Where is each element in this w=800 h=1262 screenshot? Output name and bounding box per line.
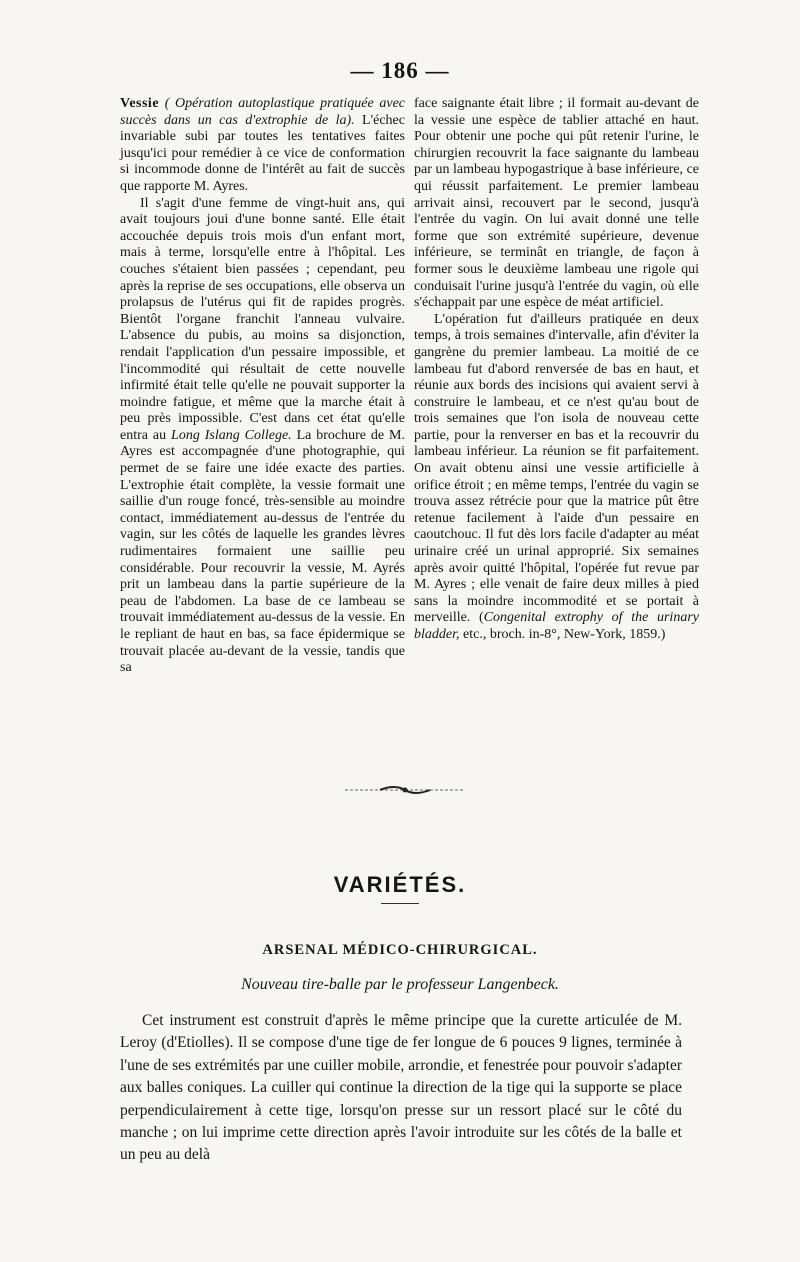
paragraph-case <box>120 196 405 677</box>
paragraph-text: L'opération fut d'ailleurs pratiquée en deux temps, à trois semaines d'intervalle, afin d'éviter la gangrène du premier lambeau. La moitié de ce lambeau fut d'abord renversée de bas en haut, et réunie aux bords des incisions qui avaient servi à construire le lambeau, et ce n'est qu'au bout de trois semaines que l'on isola de nouveau cette partie, pour la renverser en bas et la recouvrir du lambeau inférieur. La réunion se fit parfaitement. On avait obtenu ainsi une vessie artificielle à orifice étroit ; en même temps, l'entrée du vagin se trouva assez rétrécie pour que la matrice pût être retenue facilement à l'aide d'un pessaire en caoutchouc. Il fut dès lors facile d'adapter au méat urinaire créé un urinal approprié. Six semaines après avoir quitté l'hôpital, l'opérée fut revue par M. Ayres ; elle venait de faire deux milles à pied sans la moindre incommodité et se portait à merveille. ( <box>414 311 699 626</box>
paragraph-text: L'échec invariable subi par toutes les tentatives faites jusqu'ici pour remédier à ce vice de conformation si incommode donne de l'intérêt au fait de succès que rapporte M. Ayres. <box>120 112 405 194</box>
entry-subtitle: ( Opération autoplastique pratiquée avec succès dans un cas d'extrophie de la). <box>120 96 406 128</box>
paragraph-vessie-intro <box>120 96 405 196</box>
article-body <box>120 1010 682 1167</box>
subsection-title: ARSENAL MÉDICO-CHIRURGICAL. <box>262 942 538 958</box>
entry-heading: Vessie <box>120 96 160 111</box>
paragraph-text: La brochure de M. Ayres est accompagnée d'une photographie, qui permet de se faire une idée exacte des parties. L'extrophie était complète, la vessie formait une saillie d'un rouge foncé, très-sensible au moindre contact, immédiatement au-dessus de l'entrée du vagin, sur les côtés de laquelle les grandes lèvres rudimentaires formaient une saillie peu considérable. Pour recouvrir la vessie, M. Ayrés prit un lambeau dans la partie supérieure de la peau de l'abdomen. La base de ce lambeau se trouvait immédiatement au-dessus de la vessie. En le repliant de haut en bas, sa face épidermique se trouvait placée au-devant de la vessie, tandis que sa <box>120 427 405 676</box>
left-column <box>120 96 405 677</box>
title-underline <box>381 903 419 904</box>
article-title: Nouveau tire-balle par le professeur Langenbeck. <box>241 976 559 993</box>
paragraph-text: Il s'agit d'une femme de vingt-huit ans, qui avait toujours joui d'une bonne santé. Elle était accouchée depuis trois mois d'un enfant mort, mais à terme, lorsqu'elle entre à l'hôpital. Les couches s'étaient bien passées ; cependant, peu après la reprise de ses occupations, elle observa un prolapsus de l'utérus qui fit de rapides progrès. Bientôt l'organe franchit l'anneau vulvaire. L'absence du pubis, au moins sa disjonction, rendait l'application d'un pessaire impossible, et l'incommodité qui résultait de cette nouvelle infirmité était telle qu'elle ne pouvait supporter la moindre fatigue, et même que la marche était à peu près impossible. C'est dans cet état qu'elle entra au <box>120 195 405 443</box>
paragraph-continuation: face saignante était libre ; il formait au-devant de la vessie une espèce de tablier attaché en haut. Pour obtenir une poche qui pût retenir l'urine, le chirurgien recouvrit la face saignante du lambeau par un lambeau hypogastrique à base inférieure, ce qui réussit parfaitement. Le premier lambeau arrivait ainsi, recouvert par le second, jusqu'à l'entrée du vagin. On lui avait donné une telle forme que son extrémité supérieure, devenue inférieure, se terminât en triangle, de façon à former sous le deuxième lambeau une rigole qui conduisait l'urine jusqu'à l'entrée du vagin, où elle s'échappait par une espèce de méat artificiel. <box>414 96 699 311</box>
paragraph-operation <box>414 312 699 644</box>
institution-name: Long Islang College. <box>171 427 292 443</box>
right-column <box>414 96 699 644</box>
section-title: VARIÉTÉS. <box>333 872 467 897</box>
reference-title: Congenital extrophy of the urinary bladder, <box>414 610 699 642</box>
article-paragraph: Cet instrument est construit d'après le même principe que la curette articulée de M. Leroy (d'Etiolles). Il se compose d'une tige de fer longue de 6 pouces 9 lignes, terminée à l'une de ses extrémités par une cuiller mobile, arrondie, et fenestrée pour pouvoir s'adapter aux balles coniques. La cuiller qui continue la direction de la tige qui la supporte se place perpendiculairement à cette tige, lorsqu'on presse sur un ressort placé sur le côté du manche ; on lui imprime cette direction après l'avoir introduite sur les côtés de la balle et un peu au delà <box>120 1012 682 1164</box>
reference-details: etc., broch. in-8°, New-York, 1859.) <box>459 627 666 642</box>
ornamental-separator <box>345 784 465 796</box>
page-number: — 186 — <box>350 58 450 83</box>
